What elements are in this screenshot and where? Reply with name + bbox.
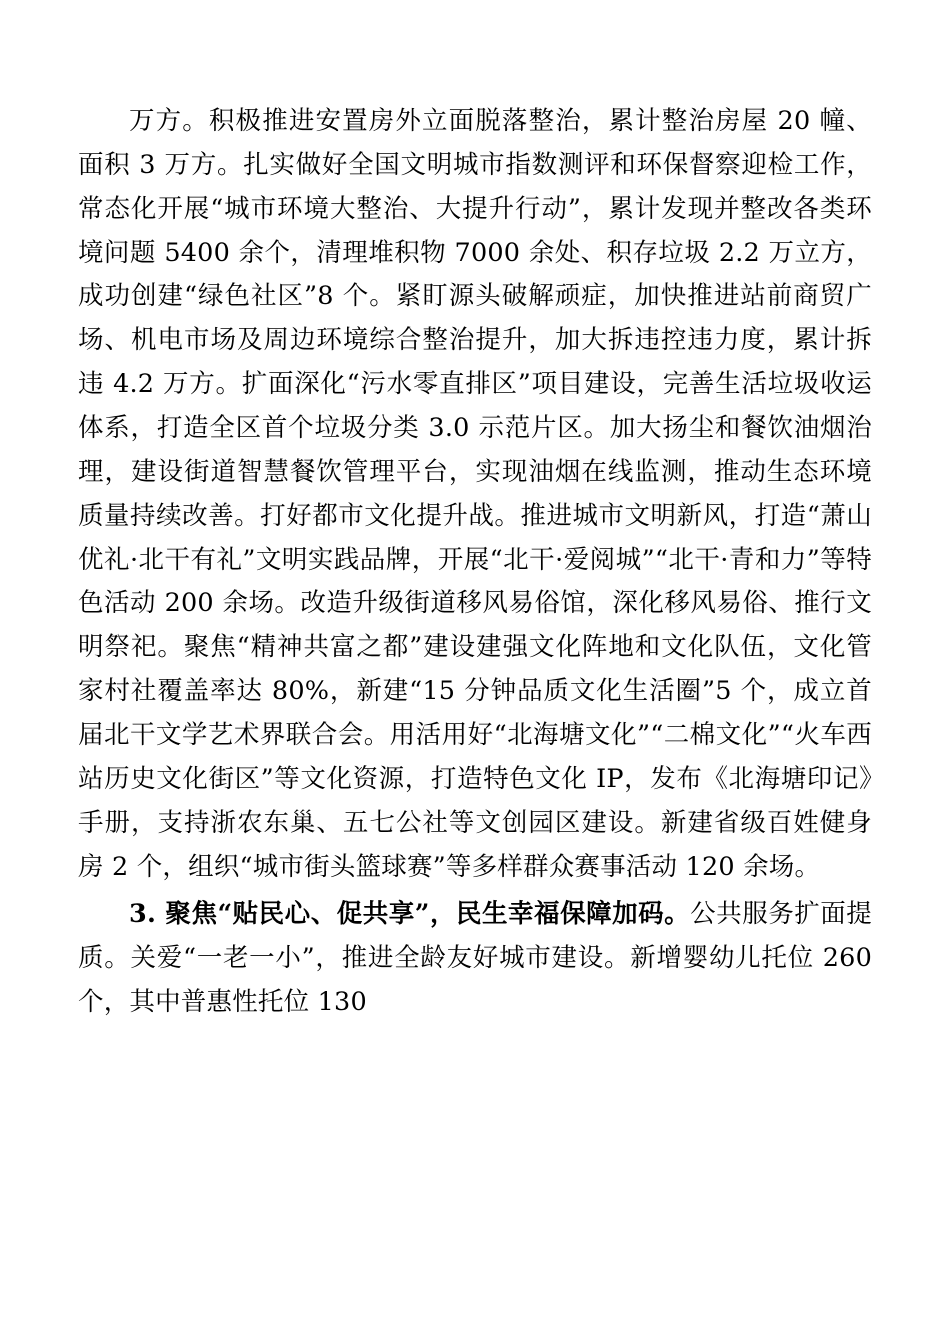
paragraph-2-lead: 3. 聚焦“贴民心、促共享”，民生幸福保障加码。 [129,899,691,930]
document-body [78,100,872,1025]
paragraph-1-text: 万方。积极推进安置房外立面脱落整治，累计整治房屋 20 幢、面积 3 万方。扎实做好全国文明城市指数测评和环保督察迎检工作，常态化开展“城市环境大整治、大提升行动”，累计发现并整改各类环境问题 5400 余个，清理堆积物 7000 余处、积存垃圾 2.2 万立方，成功创建“绿色社区”8 个。紧盯源头破解顽症，加快推进站前商贸广场、机电市场及周边环境综合整治提升，加大拆违控违力度，累计拆违 4.2 万方。扩面深化“污水零直排区”项目建设，完善生活垃圾收运体系，打造全区首个垃圾分类 3.0 示范片区。加大扬尘和餐饮油烟治理，建设街道智慧餐饮管理平台，实现油烟在线监测，推动生态环境质量持续改善。打好都市文化提升战。推进城市文明新风，打造“萧山优礼·北干有礼”文明实践品牌，开展“北干·爱阅城”“北干·青和力”等特色活动 200 余场。改造升级街道移风易俗馆，深化移风易俗、推行文明祭祀。聚焦“精神共富之都”建设建强文化阵地和文化队伍，文化管家村社覆盖率达 80%，新建“15 分钟品质文化生活圈”5 个，成立首届北干文学艺术界联合会。用活用好“北海塘文化”“二棉文化”“火车西站历史文化街区”等文化资源，打造特色文化 IP，发布《北海塘印记》手册，支持浙农东巢、五七公社等文创园区建设。新建省级百姓健身房 2 个，组织“城市街头篮球赛”等多样群众赛事活动 120 余场。 [78,106,872,882]
paragraph-2 [78,893,872,1025]
paragraph-2-text: 公共服务扩面提质。关爱“一老一小”，推进全龄友好城市建设。新增婴幼儿托位 260 个，其中普惠性托位 130 [78,899,872,1018]
paragraph-1 [78,100,872,889]
